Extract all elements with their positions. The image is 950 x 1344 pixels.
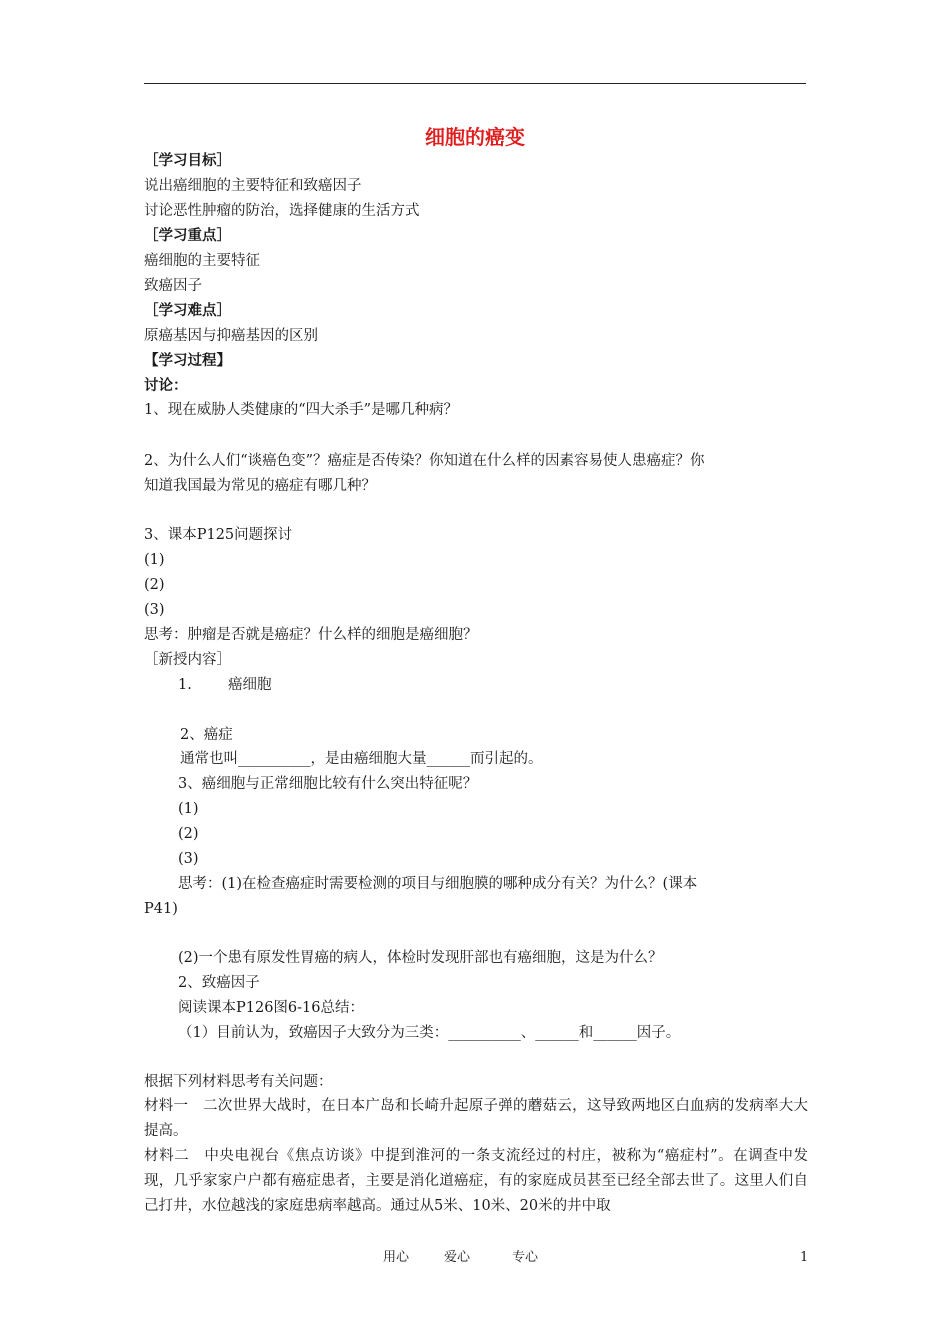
factor-fill-blank: （1）目前认为，致癌因子大致分为三类：__________、______和______因子。 bbox=[178, 1025, 681, 1041]
objective-2: 讨论恶性肿瘤的防治，选择健康的生活方式 bbox=[144, 203, 420, 219]
key-heading: ［学习重点］ bbox=[144, 227, 231, 244]
question-3-item-1: (1) bbox=[144, 552, 165, 568]
question-2-line-1: 2、为什么人们“谈癌色变”？癌症是否传染？你知道在什么样的因素容易使人患癌症？你 bbox=[144, 453, 705, 469]
page-number: 1 bbox=[800, 1250, 809, 1265]
question-3-item-2: (2) bbox=[144, 577, 165, 593]
question-3-item-3: (3) bbox=[144, 602, 165, 618]
think-question: 思考：肿瘤是否就是癌症？什么样的细胞是癌细胞？ bbox=[144, 627, 478, 643]
material-2: 材料二 中央电视台《焦点访谈》中提到淮河的一条支流经过的村庄，被称为“癌症村”。在调查中发现，几乎家家户户都有癌症患者，主要是消化道癌症，有的家庭成员甚至已经全部去世了。这里人们自己打井，水位越浅的家庭患病率越高。通过从5米、10米、20米的井中取 bbox=[144, 1148, 808, 1214]
materials-intro: 根据下列材料思考有关问题： bbox=[144, 1074, 333, 1090]
think-2: (2)一个患有原发性胃癌的病人，体检时发现肝部也有癌细胞，这是为什么？ bbox=[178, 950, 663, 966]
item-1-text: 癌细胞 bbox=[228, 677, 272, 693]
difficulty-text: 原癌基因与抑癌基因的区别 bbox=[144, 328, 318, 344]
discussion-heading: 讨论： bbox=[144, 377, 188, 394]
footer-word-1: 用心 bbox=[383, 1250, 410, 1265]
item-2-fill-blank: 通常也叫__________，是由癌细胞大量______而引起的。 bbox=[180, 751, 543, 767]
think-1-line-1: 思考：(1)在检查癌症时需要检测的项目与细胞膜的哪种成分有关？为什么？(课本 bbox=[178, 876, 698, 892]
difficulty-heading: ［学习难点］ bbox=[144, 302, 231, 319]
item-1-number: 1. bbox=[178, 677, 192, 693]
question-2-line-2: 知道我国最为常见的癌症有哪几种？ bbox=[144, 478, 376, 494]
question-3: 3、课本P125问题探讨 bbox=[144, 527, 293, 543]
header-rule bbox=[144, 83, 806, 84]
factors-heading: 2、致癌因子 bbox=[178, 975, 260, 991]
new-content-heading: ［新授内容］ bbox=[144, 652, 231, 668]
process-heading: 【学习过程】 bbox=[144, 352, 231, 369]
item-3-list-1: (1) bbox=[178, 801, 199, 817]
item-3-heading: 3、癌细胞与正常细胞比较有什么突出特征呢？ bbox=[178, 776, 478, 792]
think-1-line-2: P41) bbox=[144, 901, 178, 917]
item-3-list-3: (3) bbox=[178, 851, 199, 867]
material-1: 材料一 二次世界大战时，在日本广岛和长崎升起原子弹的蘑菇云，这导致两地区白血病的发病率大大提高。 bbox=[144, 1098, 808, 1139]
reading-instruction: 阅读课本P126图6-16总结： bbox=[178, 1000, 365, 1016]
objective-1: 说出癌细胞的主要特征和致癌因子 bbox=[144, 178, 362, 194]
document-title: 细胞的癌变 bbox=[425, 125, 525, 149]
key-point-2: 致癌因子 bbox=[144, 278, 202, 294]
key-point-1: 癌细胞的主要特征 bbox=[144, 253, 260, 269]
question-1: 1、现在威胁人类健康的“四大杀手”是哪几种病？ bbox=[144, 402, 459, 418]
item-2-heading: 2、癌症 bbox=[180, 727, 233, 743]
objectives-heading: ［学习目标］ bbox=[144, 152, 231, 169]
footer-word-3: 专心 bbox=[512, 1250, 539, 1265]
item-3-list-2: (2) bbox=[178, 826, 199, 842]
footer-word-2: 爱心 bbox=[444, 1250, 471, 1265]
